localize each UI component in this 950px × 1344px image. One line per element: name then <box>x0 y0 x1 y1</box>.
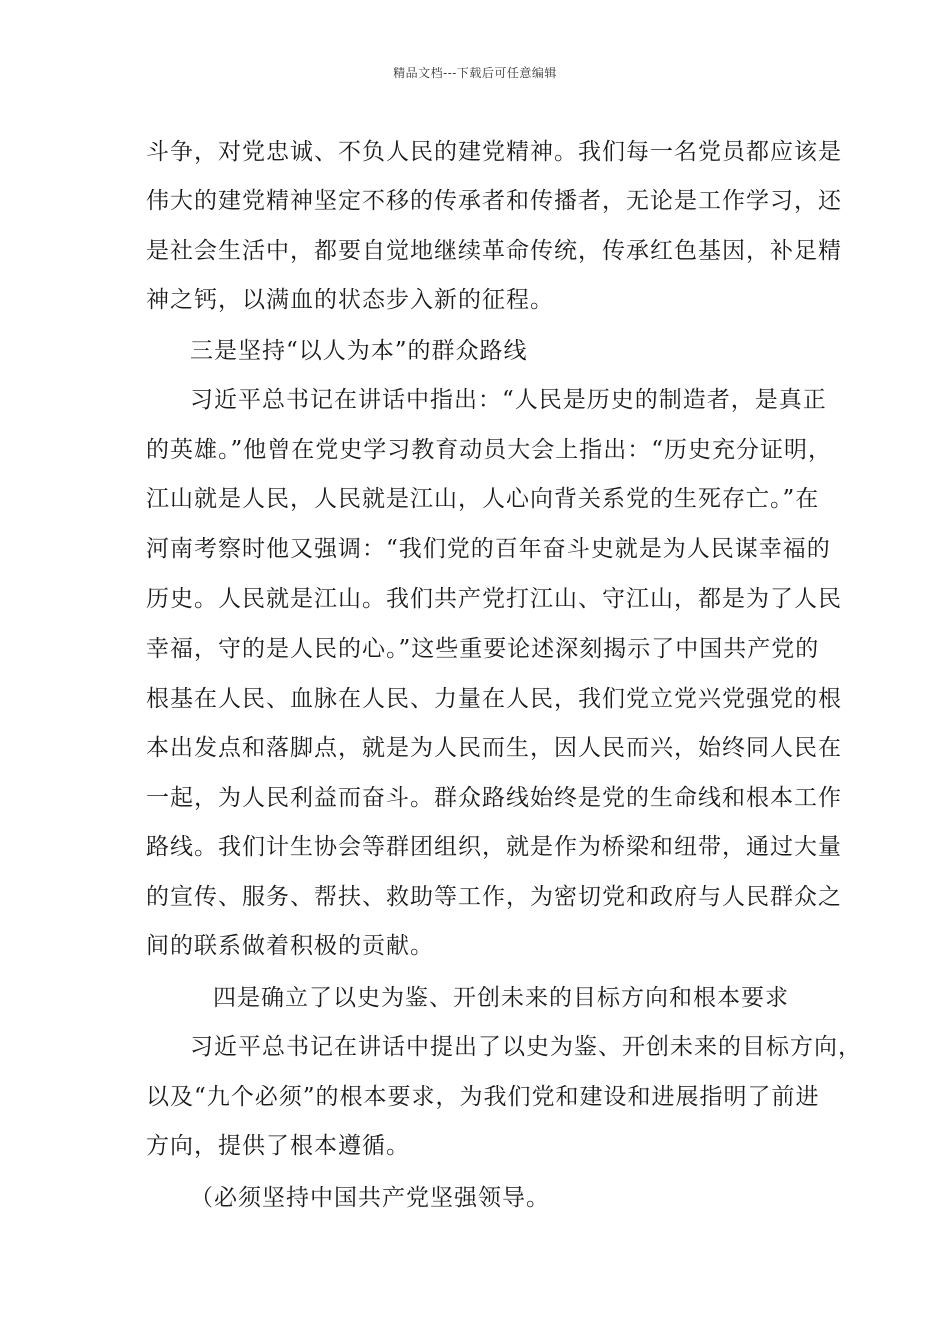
body-line: 一起，为人民利益而奋斗。群众路线始终是党的生命线和根本工作 <box>146 785 842 811</box>
body-line: 伟大的建党精神坚定不移的传承者和传播者，无论是工作学习，还 <box>146 188 842 214</box>
body-line: （必须坚持中国共产党坚强领导。 <box>190 1185 550 1211</box>
body-line: 习近平总书记在讲话中提出了以史为鉴、开创未来的目标方向， <box>190 1034 862 1060</box>
body-line: 习近平总书记在讲话中指出：“人民是历史的制造者，是真正 <box>190 387 827 413</box>
body-line: 历史。人民就是江山。我们共产党打江山、守江山，都是为了人民 <box>146 586 842 612</box>
body-line: 江山就是人民，人民就是江山，人心向背关系党的生死存亡。”在 <box>146 486 820 512</box>
body-line: 斗争，对党忠诚、不负人民的建党精神。我们每一名党员都应该是 <box>146 139 842 165</box>
page-header: 精品文档---下载后可任意编辑 <box>393 66 557 80</box>
body-line: 的英雄。”他曾在党史学习教育动员大会上指出：“历史充分证明， <box>146 437 833 463</box>
section-heading: 四是确立了以史为鉴、开创未来的目标方向和根本要求 <box>213 985 789 1011</box>
body-line: 的宣传、服务、帮扶、救助等工作，为密切党和政府与人民群众之 <box>146 884 842 910</box>
body-line: 神之钙，以满血的状态步入新的征程。 <box>146 287 554 313</box>
section-heading: 三是坚持“以人为本”的群众路线 <box>190 338 528 364</box>
body-line: 幸福，守的是人民的心。”这些重要论述深刻揭示了中国共产党的 <box>146 636 820 662</box>
body-line: 以及“九个必须”的根本要求，为我们党和建设和进展指明了前进 <box>146 1084 820 1110</box>
body-line: 是社会生活中，都要自觉地继续革命传统，传承红色基因，补足精 <box>146 238 842 264</box>
body-line: 间的联系做着积极的贡献。 <box>146 933 434 959</box>
body-line: 方向，提供了根本遵循。 <box>146 1133 410 1159</box>
body-line: 路线。我们计生协会等群团组织，就是作为桥梁和纽带，通过大量 <box>146 834 842 860</box>
body-line: 本出发点和落脚点，就是为人民而生，因人民而兴，始终同人民在 <box>146 735 842 761</box>
body-line: 河南考察时他又强调：“我们党的百年奋斗史就是为人民谋幸福的 <box>146 536 831 562</box>
body-line: 根基在人民、血脉在人民、力量在人民，我们党立党兴党强党的根 <box>146 686 842 712</box>
